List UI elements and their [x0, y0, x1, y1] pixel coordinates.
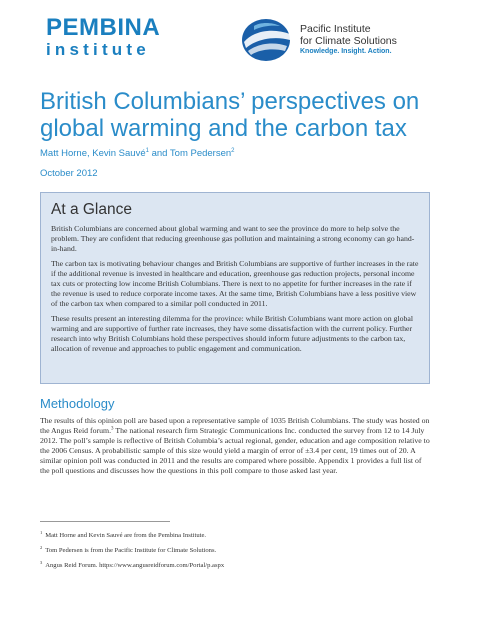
- author-note-2: 2: [231, 148, 235, 154]
- authors: [40, 148, 235, 159]
- pembina-logo: [46, 16, 160, 59]
- glance-heading: At a Glance: [51, 201, 132, 218]
- footnote-1: [40, 527, 224, 542]
- footnote-text: Angus Reid Forum. https://www.angusreidforum.com/Portal/p.aspx: [45, 562, 225, 570]
- footnotes: [40, 527, 224, 573]
- glance-paragraph-3: These results present an interesting dilemma for the province: while British Columbians want more action on global warming and are supportive of further rate increases, they have some dissatisfaction with the current policy. Further research into why British Columbians hold these perspectives should inform future adjustments to the carbon tax, allocation of revenue and approaches to public engagement and communication.: [51, 314, 414, 353]
- glance-paragraph-2: The carbon tax is motivating behaviour changes and British Columbians are supportive of further increases in the rate if the additional revenue is invested in healthcare and education, greenhouse gas reduction projects, personal income tax cuts or protecting low income British Columbians. There is next to no appetite for further increases in the rate if the revenue is used to reduce corporate income taxes. At the same time, British Columbians have a less positive view of the carbon tax when compared to a similar poll conducted in 2011.: [51, 259, 419, 308]
- footnote-text: Tom Pedersen is from the Pacific Institute for Climate Solutions.: [45, 547, 217, 555]
- methodology-text-2: The national research firm Strategic Communications Inc. conducted the survey from 12 to 14 July 2012. The poll’s sample is reflective of British Columbia’s actual regional, gender, education and age composition relative to the 2006 Census. A probabilistic sample of this size would yield a margin of error of ±3.4 per cent, 19 times out of 20. A similar opinion poll was conducted in 2011 and the results are compared where possible. Appendix 1 provides a full list of the poll questions and discusses how the questions in this poll compare to those asked last year.: [40, 426, 430, 475]
- methodology-paragraph: [40, 416, 430, 476]
- globe-icon: [240, 18, 292, 62]
- footnote-3: [40, 557, 224, 572]
- author-note-1: 1: [145, 148, 149, 154]
- document-title: British Columbians’ perspectives on global warming and the carbon tax: [40, 88, 420, 142]
- pembina-logo-sub: institute: [46, 40, 150, 59]
- pics-name-line1: Pacific Institute: [300, 23, 371, 35]
- author-names-1: Matt Horne, Kevin Sauvé: [40, 148, 146, 160]
- footnote-divider: [40, 521, 170, 522]
- pembina-logo-name: PEMBINA: [46, 14, 161, 41]
- pics-tagline: Knowledge. Insight. Action.: [300, 48, 392, 55]
- pics-logo: [240, 18, 397, 62]
- methodology-heading: Methodology: [40, 396, 115, 411]
- at-a-glance-box: [40, 192, 430, 384]
- glance-paragraph-1: British Columbians are concerned about global warming and want to see the province do more to help solve the problem. They are confident that reducing greenhouse gas pollution and maintaining a strong economy can go hand-in-hand.: [51, 224, 415, 253]
- footnote-ref-3: 3: [111, 426, 114, 432]
- footnote-number: 1: [40, 530, 43, 535]
- footnote-2: [40, 542, 224, 557]
- methodology-text-1: The results of this opinion poll are based upon a representative sample of 1035 British Columbians. The study was hosted on the Angus Reid forum.: [40, 416, 430, 435]
- pics-name-line2: for Climate Solutions: [300, 35, 397, 47]
- footnote-number: 3: [40, 560, 43, 566]
- footnote-text: Matt Horne and Kevin Sauvé are from the Pembina Institute.: [45, 532, 207, 540]
- footnote-number: 2: [40, 545, 43, 551]
- publication-date: October 2012: [40, 168, 98, 179]
- author-names-2: and Tom Pedersen: [148, 148, 232, 160]
